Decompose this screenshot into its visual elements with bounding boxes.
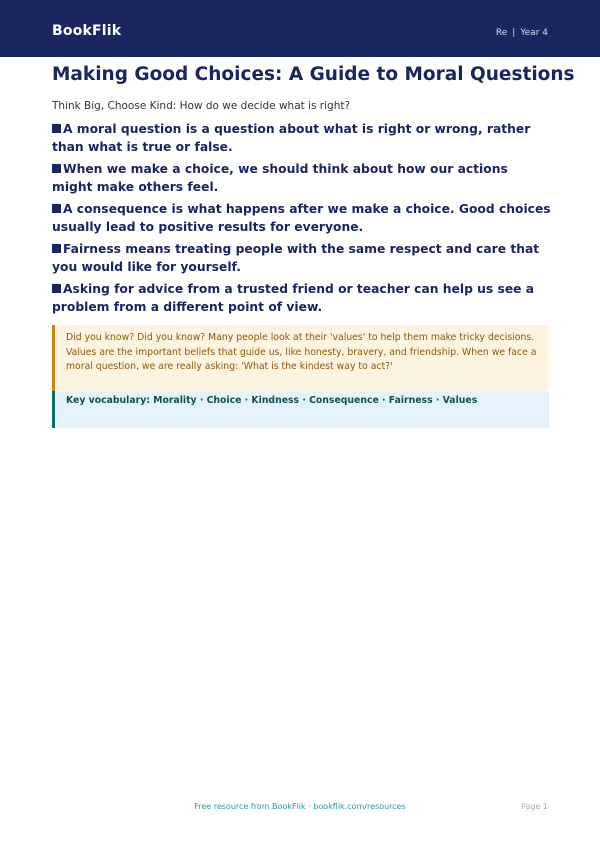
subject-label: Re — [495, 28, 508, 38]
square-bullet-icon — [52, 124, 61, 133]
year-label: Year 4 — [520, 28, 548, 38]
meta-separator: | — [512, 28, 516, 38]
brand-logo: BookFlik — [52, 23, 122, 39]
square-bullet-icon — [52, 284, 61, 293]
list-item — [52, 241, 552, 275]
footer-credit: Free resource from BookFlik · bookflik.com/resources — [194, 802, 406, 811]
did-you-know-callout: Did you know? Did you know? Many people look at their 'values' to help them make tricky decisions. Values are the important beliefs that guide us, like honesty, bravery, and friendship. When we face a moral question, we are really asking: 'What is the kindest way to act?' — [52, 325, 549, 391]
header-meta — [496, 28, 548, 38]
point-text: Asking for advice from a trusted friend or teacher can help us see a problem from a different point of view. — [52, 282, 535, 314]
key-vocabulary-box: Key vocabulary: Morality · Choice · Kindness · Consequence · Fairness · Values — [52, 391, 549, 428]
point-text: A consequence is what happens after we make a choice. Good choices usually lead to positive results for everyone. — [52, 202, 551, 234]
list-item — [52, 161, 552, 195]
page-number: Page 1 — [521, 802, 548, 811]
page-subtitle: Think Big, Choose Kind: How do we decide what is right? — [52, 100, 351, 112]
square-bullet-icon — [52, 204, 61, 213]
list-item — [52, 281, 552, 315]
point-text: When we make a choice, we should think about how our actions might make others feel. — [52, 162, 508, 194]
point-text: Fairness means treating people with the same respect and care that you would like for yourself. — [52, 242, 540, 274]
square-bullet-icon — [52, 244, 61, 253]
page-title: Making Good Choices: A Guide to Moral Questions — [52, 64, 575, 85]
square-bullet-icon — [52, 164, 61, 173]
point-text: A moral question is a question about what is right or wrong, rather than what is true or false. — [52, 122, 531, 154]
list-item — [52, 201, 552, 235]
key-points-list — [52, 121, 552, 321]
page-header — [0, 0, 600, 57]
list-item — [52, 121, 552, 155]
